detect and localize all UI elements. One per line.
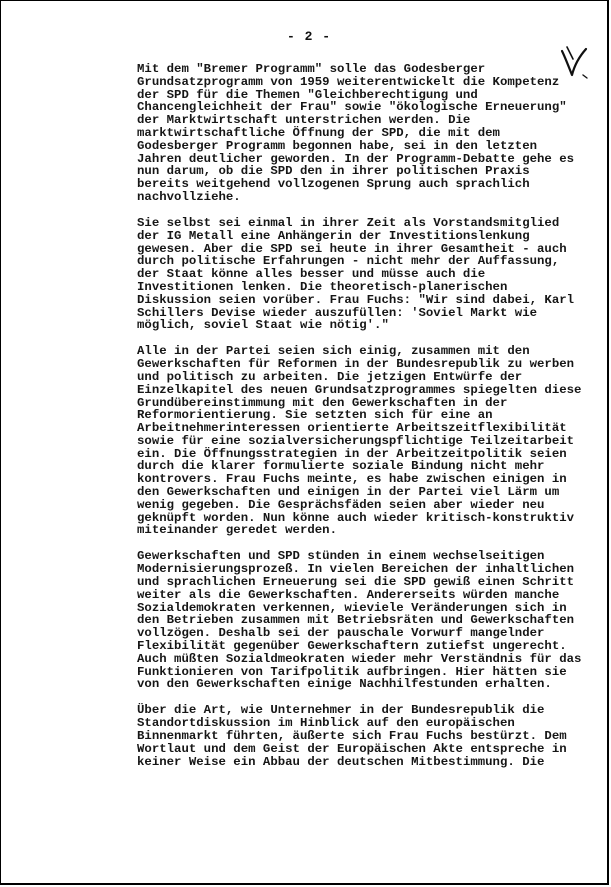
- paragraph: [137, 549, 582, 692]
- text-line: den Betrieben zusammen mit Betriebsräten und Gewerkschaften: [137, 613, 575, 628]
- text-line: Sozialdemokraten verkennen, wieviele Veränderungen sich in: [137, 600, 567, 615]
- text-line: nun darum, ob die SPD den in ihrer politischen Praxis: [137, 164, 530, 179]
- text-line: Standortdiskussion im Hinblick auf den europäischen: [137, 716, 515, 731]
- text-line: der SPD für die Themen "Gleichberechtigung und: [137, 87, 478, 102]
- page-number: - 2 -: [287, 29, 332, 44]
- text-line: geknüpft worden. Nun könne auch wieder kritisch-konstruktiv: [137, 510, 575, 525]
- text-line: der Staat könne alles besser und müsse auch die: [137, 267, 486, 282]
- text-line: ein. Die Öffnungsstrategien in der Arbeitzeitpolitik seien: [137, 446, 567, 461]
- text-line: Einzelkapitel des neuen Grundsatzprogrammes spiegelten diese: [137, 382, 582, 397]
- text-line: und politisch zu arbeiten. Die jetzigen Entwürfe der: [137, 369, 523, 384]
- text-line: Investitionen lenken. Die theoretisch-planerischen: [137, 279, 508, 294]
- text-line: der Marktwirtschaft unterstrichen werden. Die: [137, 113, 471, 128]
- text-line: und sprachlichen Erneuerung sei die SPD gewiß einen Schritt: [137, 575, 575, 590]
- text-line: Diskussion seien vorüber. Frau Fuchs: "Wir sind dabei, Karl: [137, 292, 575, 307]
- text-line: Wortlaut und dem Geist der Europäischen Akte entspreche in: [137, 741, 567, 756]
- text-line: durch die klarer formulierte soziale Bindung nicht mehr: [137, 459, 545, 474]
- text-line: Mit dem "Bremer Programm" solle das Godesberger: [137, 62, 486, 76]
- text-line: Jahren deutlicher geworden. In der Programm-Debatte gehe es: [137, 151, 575, 166]
- text-line: Godesberger Programm begonnen habe, sei in den letzten: [137, 138, 538, 153]
- text-line: marktwirtschaftliche Öffnung der SPD, die mit dem: [137, 125, 500, 140]
- text-line: Funktionieren von Tarifpolitik aufbringen. Hier hätten sie: [137, 664, 567, 679]
- paragraph: [137, 704, 577, 768]
- text-line: Gewerkschaften und SPD stünden in einem wechselseitigen: [137, 549, 545, 564]
- paragraph: [137, 344, 582, 538]
- text-line: durch politische Erfahrungen - nicht mehr der Auffassung,: [137, 254, 560, 269]
- text-line: Alle in der Partei seien sich einig, zusammen mit den: [137, 344, 530, 359]
- text-line: von den Gewerkschaften einige Nachhilfestunden erhalten.: [137, 677, 552, 692]
- text-line: Grundsatzprogramm von 1959 weiterentwickelt die Kompetenz: [137, 74, 560, 89]
- text-line: wenig gegeben. Die Gesprächsfäden seien aber wieder neu: [137, 497, 545, 512]
- text-line: sowie für eine sozialversicherungspflichtige Teilzeitarbeit: [137, 433, 575, 448]
- text-line: Arbeitnehmerinteressen orientierte Arbeitszeitflexibilität: [137, 421, 567, 436]
- text-line: Flexibilität gegenüber Gewerkschaftern zutiefst ungerecht.: [137, 639, 567, 654]
- text-line: Schillers Devise wieder auszufüllen: 'Soviel Markt wie: [137, 305, 538, 320]
- text-line: Modernisierungsprozeß. In vielen Bereichen der inhaltlichen: [137, 562, 575, 577]
- text-line: kontrovers. Frau Fuchs meinte, es habe zwischen einigen in: [137, 472, 567, 487]
- text-line: Über die Art, wie Unternehmer in der Bundesrepublik die: [137, 703, 545, 718]
- body-text: [137, 62, 582, 782]
- text-line: Auch müßten Sozialdmeokraten wieder mehr Verständnis für das: [137, 651, 582, 666]
- text-line: Binnenmarkt führten, äußerte sich Frau Fuchs bestürzt. Dem: [137, 729, 567, 743]
- text-line: der IG Metall eine Anhängerin der Investitionslenkung: [137, 228, 530, 243]
- text-line: Sie selbst sei einmal in ihrer Zeit als Vorstandsmitglied: [137, 215, 560, 230]
- paragraph: [137, 217, 577, 332]
- text-line: möglich, soviel Staat wie nötig'.": [137, 318, 389, 333]
- text-line: keiner Weise ein Abbau der deutschen Mitbestimmung. Die: [137, 754, 545, 769]
- text-line: miteinander geredet werden.: [137, 523, 338, 538]
- text-line: vollzögen. Deshalb sei der pauschale Vorwurf mangelnder: [137, 626, 545, 641]
- text-line: Gewerkschaften für Reformen in der Bundesrepublik zu werben: [137, 357, 575, 372]
- text-line: bereits weitgehend vollzogenen Sprung auch sprachlich: [137, 177, 530, 192]
- paragraph: [137, 63, 577, 204]
- text-line: gewesen. Aber die SPD sei heute in ihrer Gesamtheit - auch: [137, 241, 567, 256]
- text-line: weiter als die Gewerkschaften. Andererseits würden manche: [137, 587, 560, 602]
- text-line: nachvollziehe.: [137, 189, 241, 204]
- text-line: Chancengleichheit der Frau" sowie "ökologische Erneuerung": [137, 100, 567, 115]
- text-line: Grundübereinstimmung mit den Gewerkschaften in der: [137, 395, 508, 410]
- text-line: den Gewerkschaften und einigen in der Partei viel Lärm um: [137, 485, 560, 500]
- text-line: Reformorientierung. Sie setzten sich für eine an: [137, 408, 493, 423]
